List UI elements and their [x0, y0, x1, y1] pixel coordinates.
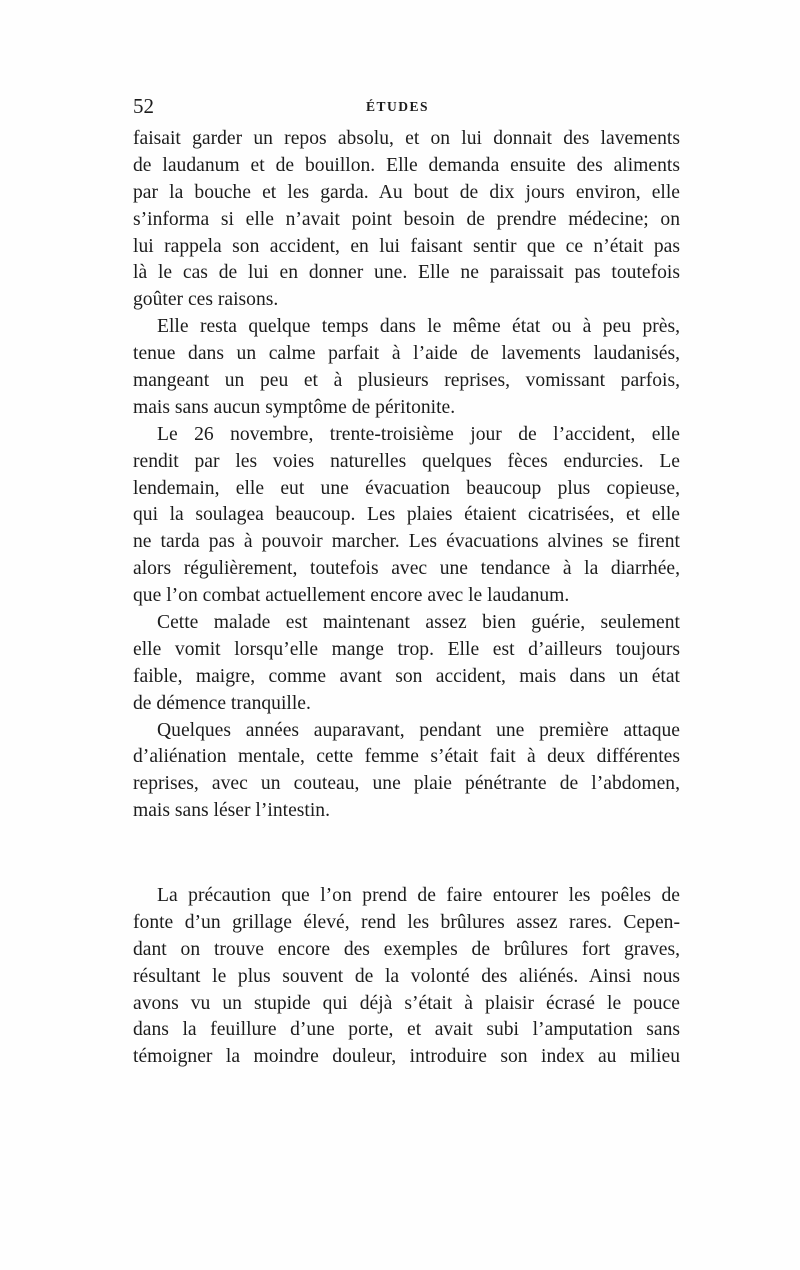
text-line: dans la feuillure d’une porte, et avait subi l’amputation sans — [133, 1019, 680, 1041]
text-line: dant on trouve encore des exemples de brûlures fort graves, — [133, 938, 680, 960]
text-block-upper — [133, 126, 680, 825]
text-line: lui rappela son accident, en lui faisant sentir que ce n’était pas — [133, 235, 680, 257]
text-line: mais sans léser l’intestin. — [133, 800, 330, 822]
text-line: lendemain, elle eut une évacuation beaucoup plus copieuse, — [133, 477, 680, 499]
text-line: faible, maigre, comme avant son accident, mais dans un état — [133, 665, 680, 687]
paragraph — [133, 883, 680, 1071]
text-line: elle vomit lorsqu’elle mange trop. Elle est d’ailleurs toujours — [133, 638, 680, 660]
text-line: ne tarda pas à pouvoir marcher. Les évacuations alvines se firent — [133, 531, 680, 553]
text-line: alors régulièrement, toutefois avec une tendance à la diarrhée, — [133, 558, 680, 580]
paragraph — [133, 126, 680, 314]
page-number: 52 — [133, 94, 154, 118]
text-line: rendit par les voies naturelles quelques fèces endurcies. Le — [133, 450, 680, 472]
text-line: résultant le plus souvent de la volonté des aliénés. Ainsi nous — [133, 965, 680, 987]
text-line: mais sans aucun symptôme de péritonite. — [133, 396, 456, 418]
running-head — [133, 92, 680, 122]
text-line: témoigner la moindre douleur, introduire son index au milieu — [133, 1046, 680, 1068]
text-line: s’informa si elle n’avait point besoin de prendre médecine; on — [133, 208, 680, 230]
text-line: Cette malade est maintenant assez bien guérie, seulement — [157, 612, 680, 634]
text-line: d’aliénation mentale, cette femme s’était fait à deux différentes — [133, 746, 680, 768]
text-line: que l’on combat actuellement encore avec le laudanum. — [133, 585, 570, 607]
paragraph — [133, 314, 680, 422]
text-line: de laudanum et de bouillon. Elle demanda ensuite des aliments — [133, 154, 680, 176]
text-line: tenue dans un calme parfait à l’aide de lavements laudanisés, — [133, 343, 680, 365]
text-line: avons vu un stupide qui déjà s’était à plaisir écrasé le pouce — [133, 992, 680, 1014]
paragraph — [133, 422, 680, 610]
text-line: fonte d’un grillage élevé, rend les brûlures assez rares. Cepen- — [133, 911, 680, 933]
text-line: Le 26 novembre, trente-troisième jour de l’accident, elle — [157, 423, 680, 445]
text-line: reprises, avec un couteau, une plaie pénétrante de l’abdomen, — [133, 773, 680, 795]
text-line: mangeant un peu et à plusieurs reprises, vomissant parfois, — [133, 370, 680, 392]
paragraph — [133, 610, 680, 718]
text-line: Quelques années auparavant, pendant une première attaque — [157, 719, 680, 741]
text-line: qui la soulagea beaucoup. Les plaies étaient cicatrisées, et elle — [133, 504, 680, 526]
text-line: faisait garder un repos absolu, et on lui donnait des lavements — [133, 128, 680, 149]
paragraph — [133, 718, 680, 826]
running-title: ÉTUDES — [366, 99, 430, 114]
text-line: La précaution que l’on prend de faire entourer les poêles de — [157, 885, 680, 906]
text-line: par la bouche et les garda. Au bout de dix jours environ, elle — [133, 181, 680, 203]
text-line: goûter ces raisons. — [133, 289, 279, 311]
text-line: là le cas de lui en donner une. Elle ne paraissait pas toutefois — [133, 262, 680, 284]
text-line: de démence tranquille. — [133, 692, 311, 714]
text-line: Elle resta quelque temps dans le même état ou à peu près, — [157, 316, 680, 338]
text-block-lower — [133, 883, 680, 1071]
